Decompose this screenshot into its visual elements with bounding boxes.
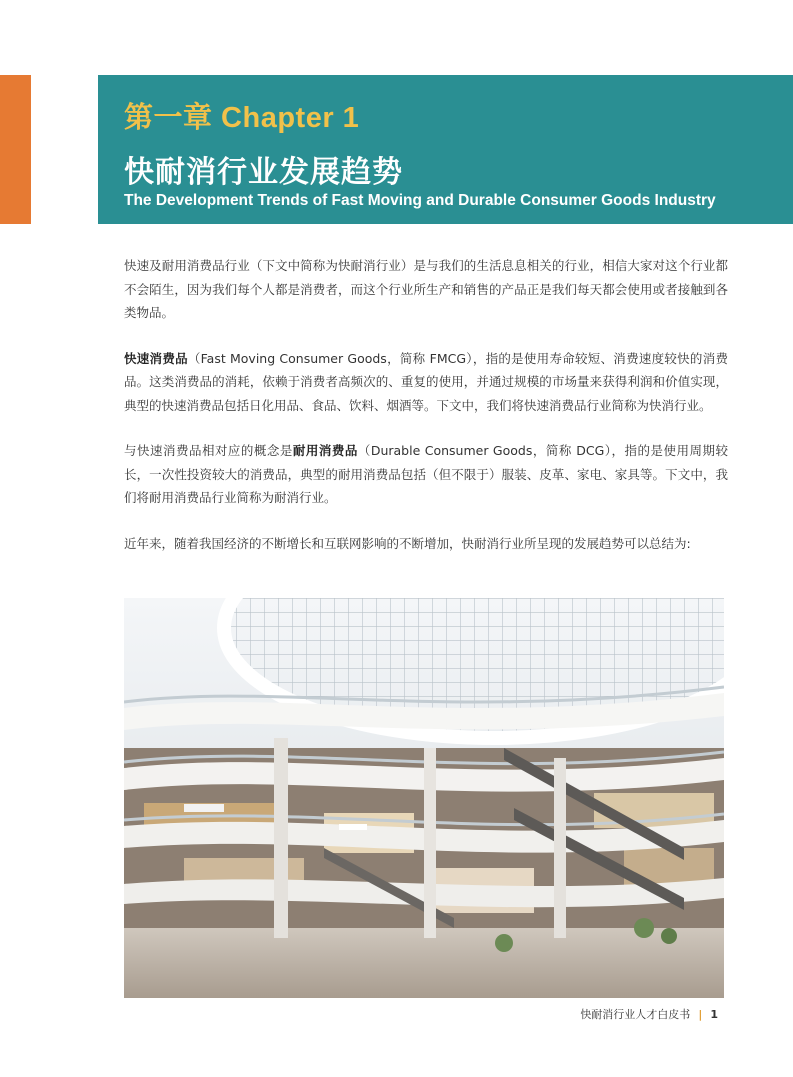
body-text: [124, 254, 728, 555]
page-number: 1: [710, 1008, 718, 1021]
paragraph-dcg: [124, 439, 728, 510]
dcg-lead: 与快速消费品相对应的概念是: [124, 443, 293, 458]
paragraph-trends-lead: 近年来，随着我国经济的不断增长和互联网影响的不断增加，快耐消行业所呈现的发展趋势可以总结为:: [124, 535, 691, 551]
page-footer: [580, 1006, 718, 1022]
footer-separator: |: [698, 1008, 703, 1021]
page-title: 快耐消行业发展趋势: [124, 155, 403, 190]
term-fmcg: 快速消费品: [124, 350, 188, 366]
dcg-definition: （Durable Consumer Goods，简称 DCG），指的是使用周期较长，一次性投资较大的消费品，典型的耐用消费品包括（但不限于）服装、皮革、家电、家具等。下文中，我们将耐用消费品行业简称为耐消行业。: [124, 443, 728, 505]
footer-publication: 快耐消行业人才白皮书: [580, 1008, 691, 1021]
paragraph-intro: 快速及耐用消费品行业（下文中简称为快耐消行业）是与我们的生活息息相关的行业，相信大家对这个行业都不会陌生，因为我们每个人都是消费者，而这个行业所生产和销售的产品正是我们每天都会使用或者接触到各类物品。: [124, 258, 728, 320]
page-subtitle: The Development Trends of Fast Moving and Durable Consumer Goods Industry: [124, 192, 716, 209]
paragraph-fmcg: [124, 347, 728, 418]
shopping-mall-photo: [124, 598, 724, 998]
chapter-header: [98, 75, 793, 224]
term-dcg: 耐用消费品: [292, 443, 358, 458]
fmcg-definition: （Fast Moving Consumer Goods，简称 FMCG），指的是使用寿命较短、消费速度较快的消费品。这类消费品的消耗，依赖于消费者高频次的、重复的使用，并通过规模的市场量来获得利润和价值实现，典型的快速消费品包括日化用品、食品、饮料、烟酒等。下文中，我们将快速消费品行业简称为快消行业。: [124, 350, 728, 413]
chapter-label: 第一章 Chapter 1: [124, 102, 360, 134]
side-accent-bar: [0, 75, 31, 224]
